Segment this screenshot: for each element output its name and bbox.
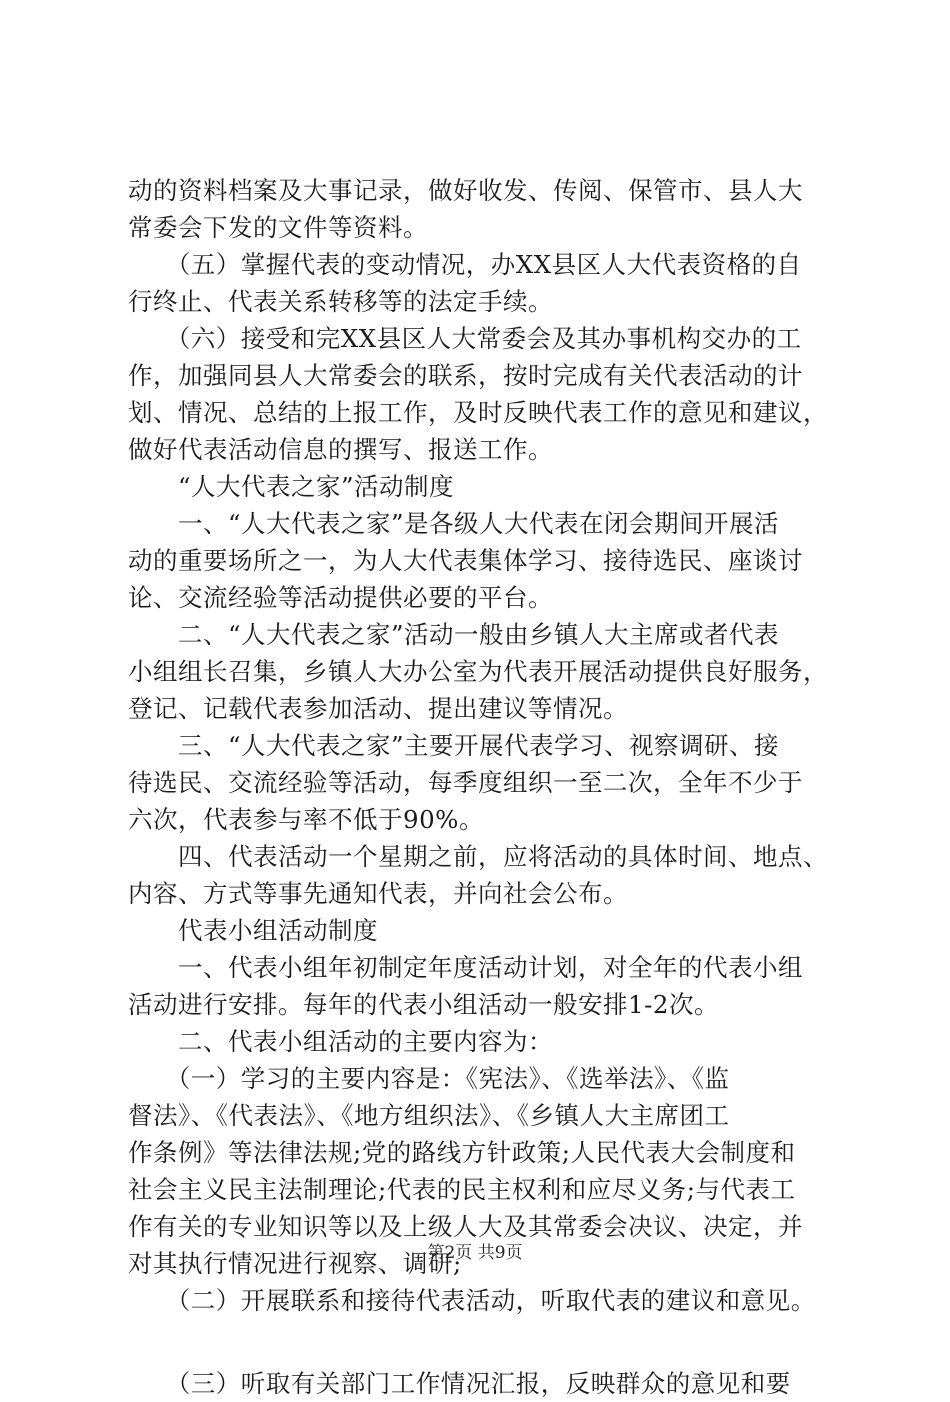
text-line: 作，加强同县人大常委会的联系，按时完成有关代表活动的计 — [128, 361, 803, 390]
document-body — [128, 172, 838, 1402]
text-line: 督法》、《代表法》、《地方组织法》、《乡镇人大主席团工 — [128, 1101, 730, 1130]
text-line: （三）听取有关部门工作情况汇报，反映群众的意见和要 — [128, 1369, 791, 1398]
text-line: 行终止、代表关系转移等的法定手续。 — [128, 287, 553, 316]
text-line: 动的资料档案及大事记录，做好收发、传阅、保管市、县人大 — [128, 176, 803, 205]
text-line: 六次，代表参与率不低于90%。 — [128, 805, 484, 834]
text-line: 作条例》等法律法规;党的路线方针政策;人民代表大会制度和 — [128, 1138, 796, 1167]
paragraph-gap — [128, 1319, 838, 1365]
text-line: 登记、记载代表参加活动、提出建议等情况。 — [128, 694, 628, 723]
page-footer: 第2页 共9页 — [427, 1243, 523, 1263]
text-line: 做好代表活动信息的撰写、报送工作。 — [128, 435, 553, 464]
text-line: 二、“人大代表之家”活动一般由乡镇人大主席或者代表 — [128, 620, 780, 649]
text-line: （六）接受和完XX县区人大常委会及其办事机构交办的工 — [128, 324, 802, 353]
text-line: 常委会下发的文件等资料。 — [128, 213, 428, 242]
text-line: 四、代表活动一个星期之前，应将活动的具体时间、地点、 — [128, 842, 828, 871]
text-line: 一、“人大代表之家”是各级人大代表在闭会期间开展活 — [128, 509, 780, 538]
text-line: 对其执行情况进行视察、调研; — [128, 1249, 462, 1278]
text-line: 待选民、交流经验等活动，每季度组织一至二次，全年不少于 — [128, 768, 803, 797]
text-line: 论、交流经验等活动提供必要的平台。 — [128, 583, 553, 612]
text-line: （一）学习的主要内容是：《宪法》、《选举法》、《监 — [128, 1064, 730, 1093]
text-line: 小组组长召集，乡镇人大办公室为代表开展活动提供良好服务， — [128, 657, 828, 686]
text-line: 二、代表小组活动的主要内容为： — [128, 1027, 553, 1056]
text-line: （二）开展联系和接待代表活动，听取代表的建议和意见。 — [128, 1286, 816, 1315]
text-line: 动的重要场所之一，为人大代表集体学习、接待选民、座谈讨 — [128, 546, 803, 575]
text-line: 一、代表小组年初制定年度活动计划，对全年的代表小组 — [128, 953, 803, 982]
text-line: 活动进行安排。每年的代表小组活动一般安排1-2次。 — [128, 990, 719, 1019]
text-line: 三、“人大代表之家”主要开展代表学习、视察调研、接 — [128, 731, 780, 760]
text-line: 社会主义民主法制理论;代表的民主权利和应尽义务;与代表工 — [128, 1175, 796, 1204]
text-line: 划、情况、总结的上报工作，及时反映代表工作的意见和建议， — [128, 398, 828, 427]
text-line: “人大代表之家”活动制度 — [128, 472, 455, 501]
text-line: （五）掌握代表的变动情况，办XX县区人大代表资格的自 — [128, 250, 802, 279]
text-line: 作有关的专业知识等以及上级人大及其常委会决议、决定，并 — [128, 1212, 803, 1241]
text-line: 内容、方式等事先通知代表，并向社会公布。 — [128, 879, 628, 908]
text-line: 代表小组活动制度 — [128, 916, 378, 945]
